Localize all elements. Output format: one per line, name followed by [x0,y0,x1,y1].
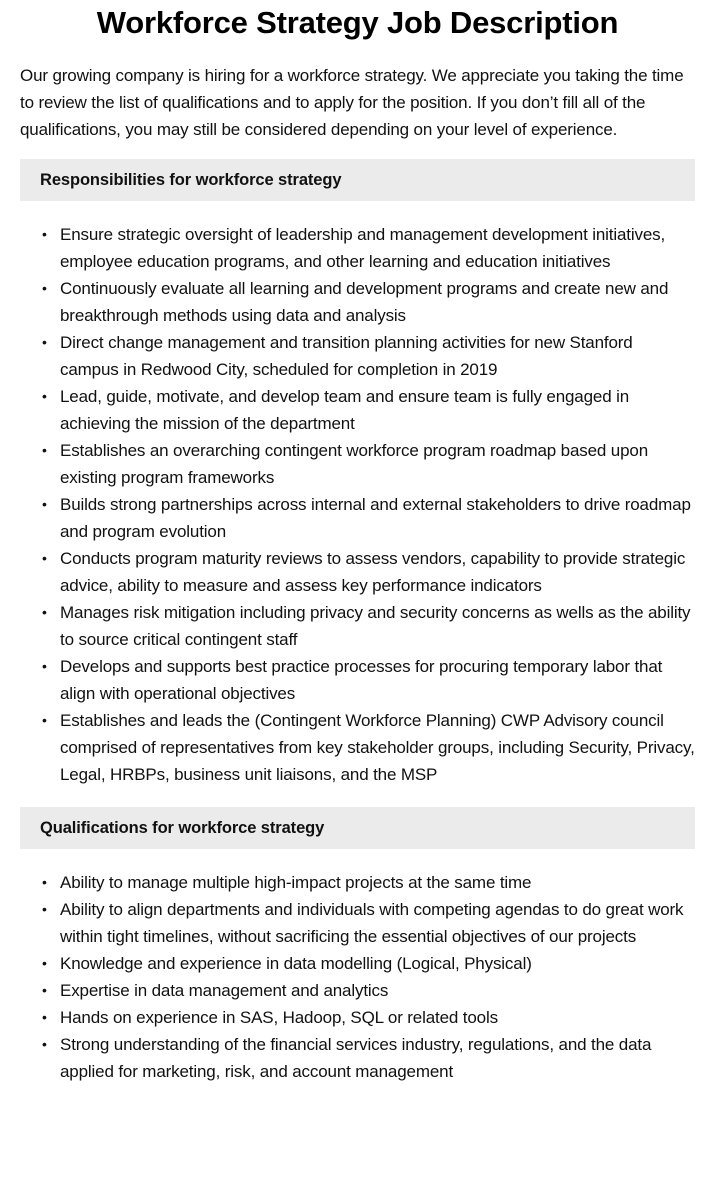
list-item-text: Expertise in data management and analytics [60,981,389,1000]
list-item [42,545,695,599]
list-item [42,599,695,653]
section-header-responsibilities: Responsibilities for workforce strategy [20,159,695,201]
bullet-icon: • [42,1009,47,1025]
list-item [42,1004,695,1031]
page-title: Workforce Strategy Job Description [96,5,619,40]
list-item [42,329,695,383]
list-item [42,491,695,545]
responsibilities-list [20,221,695,788]
list-item-text: Establishes and leads the (Contingent Workforce Planning) CWP Advisory council comprised of representatives from key stakeholder groups, including Security, Privacy, Legal, HRBPs, business unit liaisons, and the MSP [60,711,695,784]
bullet-icon: • [42,388,47,404]
qualifications-section [20,807,695,1085]
list-item-text: Continuously evaluate all learning and development programs and create new and breakthrough methods using data and analysis [60,279,669,325]
list-item [42,437,695,491]
list-item-text: Hands on experience in SAS, Hadoop, SQL or related tools [60,1008,498,1027]
bullet-icon: • [42,442,47,458]
bullet-icon: • [42,874,47,890]
bullet-icon: • [42,280,47,296]
list-item-text: Ensure strategic oversight of leadership and management development initiatives, employee education programs, and other learning and education initiatives [60,225,666,271]
list-item-text: Lead, guide, motivate, and develop team and ensure team is fully engaged in achieving the mission of the department [60,387,630,433]
list-item [42,950,695,977]
bullet-icon: • [42,550,47,566]
list-item-text: Conducts program maturity reviews to assess vendors, capability to provide strategic advice, ability to measure and assess key performance indicators [60,549,686,595]
list-item [42,869,695,896]
list-item-text: Builds strong partnerships across internal and external stakeholders to drive roadmap and program evolution [60,495,691,541]
list-item-text: Establishes an overarching contingent workforce program roadmap based upon existing program frameworks [60,441,649,487]
responsibilities-section [20,159,695,788]
list-item-text: Manages risk mitigation including privacy and security concerns as wells as the ability to source critical contingent staff [60,603,691,649]
bullet-icon: • [42,334,47,350]
list-item [42,275,695,329]
list-item-text: Ability to manage multiple high-impact projects at the same time [60,873,532,892]
list-item [42,221,695,275]
section-header-qualifications: Qualifications for workforce strategy [20,807,695,849]
intro-paragraph: Our growing company is hiring for a workforce strategy. We appreciate you taking the time to review the list of qualifications and to apply for the position. If you don’t fill all of the qualifications, you may still be considered depending on your level of experience. [20,66,684,139]
list-item-text: Ability to align departments and individuals with competing agendas to do great work within tight timelines, without sacrificing the essential objectives of our projects [60,900,684,946]
bullet-icon: • [42,712,47,728]
list-item-text: Develops and supports best practice processes for procuring temporary labor that align with operational objectives [60,657,663,703]
list-item [42,707,695,788]
bullet-icon: • [42,496,47,512]
list-item [42,1031,695,1085]
list-item-text: Strong understanding of the financial services industry, regulations, and the data applied for marketing, risk, and account management [60,1035,652,1081]
bullet-icon: • [42,658,47,674]
qualifications-list [20,869,695,1085]
list-item [42,653,695,707]
bullet-icon: • [42,955,47,971]
list-item [42,383,695,437]
bullet-icon: • [42,1036,47,1052]
list-item [42,896,695,950]
bullet-icon: • [42,226,47,242]
list-item-text: Knowledge and experience in data modelling (Logical, Physical) [60,954,532,973]
list-item-text: Direct change management and transition planning activities for new Stanford campus in Redwood City, scheduled for completion in 2019 [60,333,633,379]
bullet-icon: • [42,604,47,620]
list-item [42,977,695,1004]
bullet-icon: • [42,901,47,917]
bullet-icon: • [42,982,47,998]
